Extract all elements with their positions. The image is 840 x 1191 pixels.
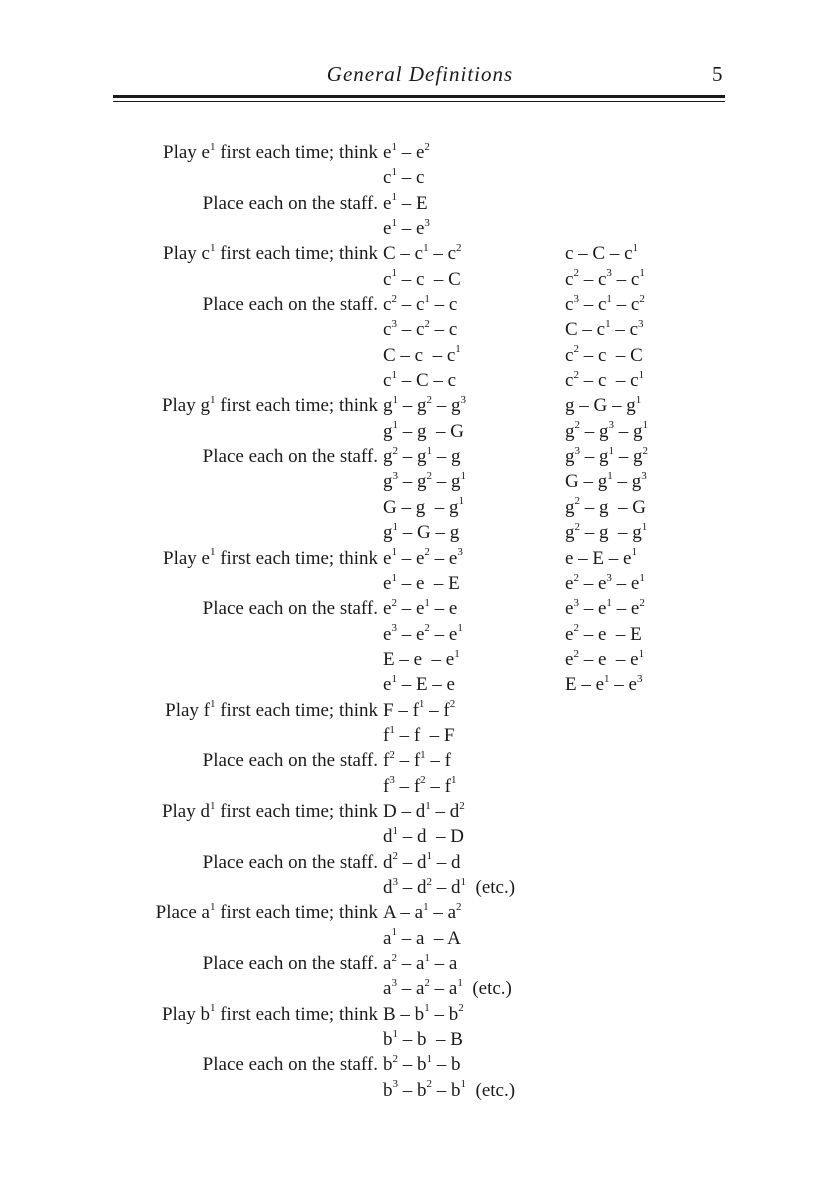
note-sequence-primary: $d^1$ – d – D — [383, 824, 464, 848]
note-sequence-primary: $e^1 - e^2 - e^3$ — [383, 546, 463, 569]
note-sequence-primary: $d^2 - d^1$ – d — [383, 850, 461, 873]
exercise-line — [0, 571, 840, 596]
note-sequence-primary: $a^2 - a^1$ – a — [383, 951, 458, 974]
exercise-line — [0, 343, 840, 368]
note-sequence-secondary: E – $e^1 - e^3$ — [565, 672, 643, 696]
exercise-line — [0, 419, 840, 444]
note-sequence-secondary: $c^3 - c^1 - c^2$ — [565, 292, 645, 316]
exercise-instruction: Place each on the staff. — [202, 294, 378, 316]
exercise-line — [0, 976, 840, 1001]
note-sequence-secondary: $g^2$ – g – $g^1$ — [565, 520, 648, 544]
exercise-line — [0, 241, 840, 266]
exercise-instruction: Play $g^1$ first each time; think — [161, 394, 378, 417]
note-sequence-primary: B – $b^1 - b^2$ — [383, 1002, 464, 1025]
note-sequence-secondary: G – $g^1 - g^3$ — [565, 470, 647, 493]
note-sequence-primary: A – $a^1 - a^2$ — [383, 900, 462, 924]
exercise-instruction: Place each on the staff. — [202, 446, 378, 468]
note-sequence-primary: $c^2 - c^1$ – c — [383, 292, 458, 316]
note-sequence-primary: $a^1$ – a – A — [383, 926, 461, 949]
note-sequence-secondary: g – G – $g^1$ — [565, 394, 642, 417]
exercise-line — [0, 165, 840, 190]
exercise-line — [0, 216, 840, 241]
note-sequence-secondary: C – $c^1 - c^3$ — [565, 318, 644, 341]
exercise-line — [0, 520, 840, 545]
note-sequence-secondary: $c^2 - c^3 - c^1$ — [565, 267, 645, 290]
exercise-line — [0, 393, 840, 418]
exercise-line — [0, 900, 840, 925]
exercise-line — [0, 140, 840, 165]
exercise-line — [0, 317, 840, 342]
exercise-line — [0, 824, 840, 849]
exercise-line — [0, 698, 840, 723]
note-sequence-primary: $g^1$ – G – g — [383, 520, 460, 544]
exercise-line — [0, 444, 840, 469]
header-rule-thin — [113, 101, 725, 102]
exercise-instruction: Place each on the staff. — [202, 851, 378, 873]
exercise-line — [0, 495, 840, 520]
note-sequence-primary: $e^2 - e^1$ – e — [383, 596, 458, 620]
exercise-instruction: Place $a^1$ first each time; think — [155, 900, 378, 924]
note-sequence-secondary: $g^2 - g^3 - g^1$ — [565, 419, 648, 442]
exercise-line — [0, 292, 840, 317]
exercise-line — [0, 1002, 840, 1027]
exercise-line — [0, 850, 840, 875]
note-sequence-primary: $b^3 - b^2 - b^1$ (etc.) — [383, 1078, 516, 1101]
note-sequence-primary: $c^1$ – c – C — [383, 267, 461, 290]
exercise-instruction: Place each on the staff. — [202, 1054, 378, 1076]
exercise-line — [0, 723, 840, 748]
page-header — [0, 62, 840, 92]
note-sequence-primary: $e^1$ – E — [383, 191, 428, 214]
note-sequence-secondary: $e^2$ – e – $e^1$ — [565, 647, 645, 670]
note-sequence-primary: $b^1$ – b – B — [383, 1027, 463, 1051]
exercise-instruction: Place each on the staff. — [202, 750, 378, 772]
exercise-instruction: Place each on the staff. — [202, 192, 378, 214]
note-sequence-primary: D – $d^1 - d^2$ — [383, 799, 465, 822]
exercise-line — [0, 191, 840, 216]
note-sequence-primary: $c^1$ – c — [383, 166, 425, 189]
running-title: General Definitions — [326, 62, 514, 86]
exercise-list — [0, 140, 840, 1103]
exercise-line — [0, 267, 840, 292]
note-sequence-secondary: $c^2$ – c – C — [565, 343, 643, 366]
exercise-line — [0, 672, 840, 697]
exercise-instruction: Play $b^1$ first each time; think — [161, 1002, 378, 1025]
exercise-line — [0, 951, 840, 976]
note-sequence-primary: $e^3 - e^2 - e^1$ — [383, 622, 463, 645]
exercise-line — [0, 748, 840, 773]
note-sequence-primary: $f^1$ – f – F — [383, 723, 455, 746]
note-sequence-primary: $a^3 - a^2 - a^1$ (etc.) — [383, 977, 512, 1000]
exercise-instruction: Play $e^1$ first each time; think — [163, 140, 378, 163]
note-sequence-primary: $c^1$ – C – c — [383, 368, 457, 392]
note-sequence-primary: $g^1$ – g – G — [383, 419, 464, 442]
exercise-instruction: Play $e^1$ first each time; think — [163, 546, 378, 569]
note-sequence-primary: $e^1 - e^2$ — [383, 140, 430, 163]
note-sequence-primary: $f^3 - f^2 - f^1$ — [383, 774, 457, 797]
page-number: 5 — [712, 62, 723, 86]
note-sequence-secondary: c – C – $c^1$ — [565, 242, 639, 265]
exercise-line — [0, 596, 840, 621]
note-sequence-secondary: $g^2$ – g – G — [565, 495, 646, 518]
exercise-line — [0, 546, 840, 571]
exercise-instruction: Play $f^1$ first each time; think — [165, 698, 378, 721]
note-sequence-primary: $g^3 - g^2 - g^1$ — [383, 470, 466, 493]
note-sequence-primary: C – c – $c^1$ — [383, 343, 461, 366]
exercise-instruction: Place each on the staff. — [202, 598, 378, 620]
exercise-line — [0, 875, 840, 900]
exercise-line — [0, 799, 840, 824]
note-sequence-secondary: $e^2 - e^3 - e^1$ — [565, 571, 645, 594]
note-sequence-primary: $c^3 - c^2$ – c — [383, 318, 458, 341]
note-sequence-primary: F – $f^1 - f^2$ — [383, 698, 456, 721]
note-sequence-secondary: $e^2$ – e – E — [565, 622, 642, 645]
exercise-line — [0, 1052, 840, 1077]
note-sequence-secondary: e – E – $e^1$ — [565, 546, 637, 569]
exercise-instruction: Play $d^1$ first each time; think — [161, 799, 378, 822]
exercise-line — [0, 774, 840, 799]
note-sequence-primary: $e^1$ – e – E — [383, 571, 460, 594]
note-sequence-primary: $e^1$ – E – e — [383, 672, 455, 696]
note-sequence-primary: G – g – $g^1$ — [383, 495, 464, 518]
exercise-line — [0, 368, 840, 393]
note-sequence-primary: C – $c^1 - c^2$ — [383, 242, 462, 265]
note-sequence-primary: $d^3 - d^2 - d^1$ (etc.) — [383, 875, 516, 898]
exercise-line — [0, 647, 840, 672]
note-sequence-secondary: $g^3 - g^1 - g^2$ — [565, 444, 648, 468]
exercise-line — [0, 622, 840, 647]
note-sequence-primary: $g^1 - g^2 - g^3$ — [383, 394, 466, 417]
note-sequence-primary: $g^2 - g^1$ – g — [383, 444, 461, 468]
exercise-instruction: Place each on the staff. — [202, 953, 378, 974]
exercise-line — [0, 1027, 840, 1052]
note-sequence-primary: $b^2 - b^1$ – b — [383, 1053, 461, 1076]
header-rule-thick — [113, 95, 725, 98]
exercise-line — [0, 926, 840, 951]
note-sequence-primary: $f^2 - f^1$ – f — [383, 748, 451, 772]
exercise-instruction: Play $c^1$ first each time; think — [163, 242, 378, 265]
note-sequence-secondary: $c^2$ – c – $c^1$ — [565, 368, 645, 392]
exercise-line — [0, 1078, 840, 1103]
note-sequence-primary: $e^1 - e^3$ — [383, 216, 430, 240]
note-sequence-secondary: $e^3 - e^1 - e^2$ — [565, 596, 645, 620]
note-sequence-primary: E – e – $e^1$ — [383, 647, 460, 670]
exercise-line — [0, 469, 840, 494]
